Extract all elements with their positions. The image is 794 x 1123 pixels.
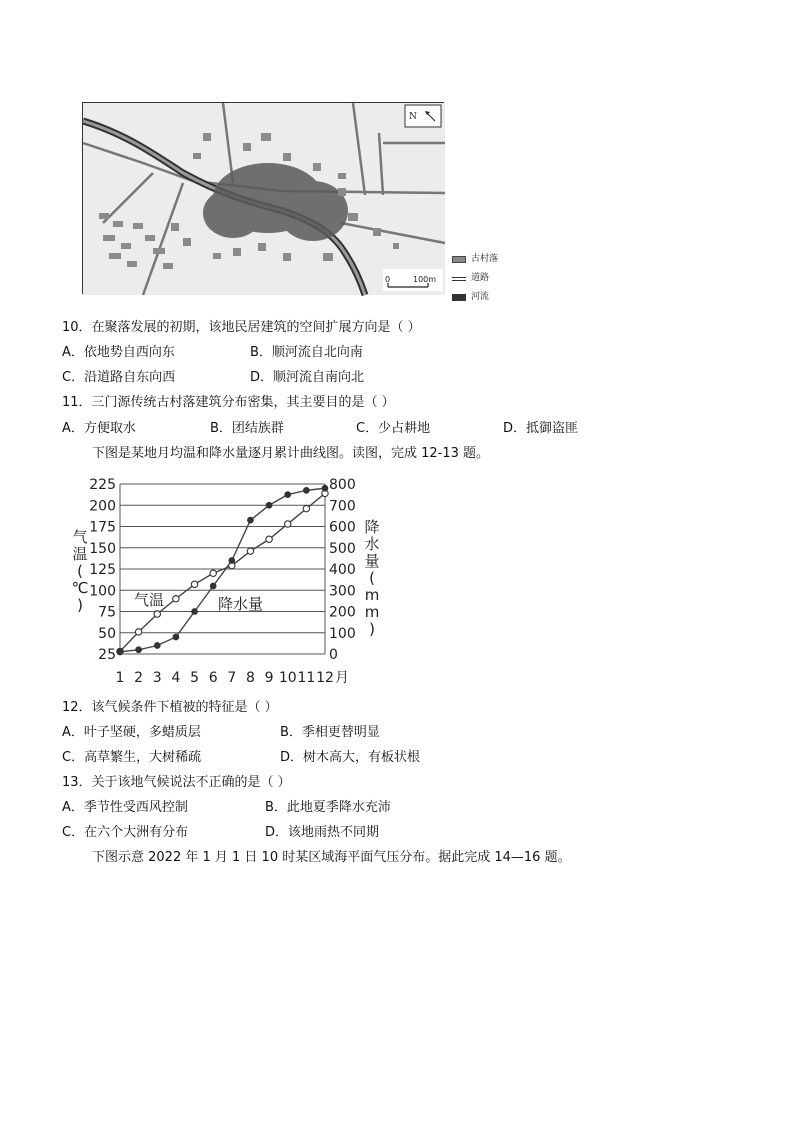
right-axis-label-char: ) [369, 620, 375, 638]
x-tick-label: 12 [316, 670, 334, 686]
question-10-option-b: B．顺河流自北向南 [250, 345, 363, 360]
question-11-option-c: C．少占耕地 [356, 421, 431, 436]
legend-label: 道路 [471, 273, 490, 283]
x-tick-label: 11 [297, 670, 316, 686]
temperature-point [154, 611, 160, 617]
right-axis-label-char: m [364, 586, 380, 604]
left-tick-label: 225 [89, 477, 116, 493]
left-tick-label: 100 [89, 583, 116, 600]
left-tick-label: 75 [98, 604, 116, 621]
question-11-option-a: A．方便取水 [62, 421, 136, 436]
temperature-point [303, 505, 309, 511]
x-tick-label: 4 [171, 670, 181, 686]
temperature-point [135, 629, 141, 635]
question-13-option-c: C．在六个大洲有分布 [62, 825, 189, 840]
left-tick-label: 175 [89, 519, 116, 536]
left-axis-label-char: ) [77, 596, 83, 614]
right-axis-label-char: 水 [364, 535, 380, 553]
legend-item-river [452, 288, 498, 307]
x-axis-unit: 月 [335, 670, 349, 686]
x-tick-label: 3 [152, 670, 162, 686]
precipitation-point [117, 649, 123, 655]
precipitation-point [304, 488, 310, 494]
question-13-option-d: D．该地雨热不同期 [265, 825, 380, 840]
series-label-precipitation: 降水量 [218, 595, 264, 613]
village-swatch [452, 256, 466, 263]
scale-zero: 0 [385, 275, 391, 284]
left-axis-label-char: 气 [72, 528, 88, 546]
legend-label: 河流 [471, 292, 490, 302]
right-axis-label-char: 量 [364, 552, 380, 570]
temperature-point [173, 596, 179, 602]
question-11-stem: 11．三门源传统古村落建筑分布密集，其主要目的是（ ） [62, 395, 395, 410]
question-10-option-a: A．依地势自西向东 [62, 345, 175, 360]
legend-item-village [452, 250, 498, 269]
right-axis-label-char: ( [369, 569, 375, 587]
right-tick-label: 400 [329, 562, 356, 578]
right-tick-label: 300 [329, 583, 356, 600]
question-11-option-b: B．团结族群 [210, 421, 284, 436]
right-tick-label: 0 [329, 647, 338, 663]
scale-label: 100m [413, 275, 437, 284]
map-legend [452, 250, 498, 307]
precipitation-point [248, 517, 254, 523]
village-map [82, 102, 444, 294]
x-tick-label: 9 [264, 670, 274, 686]
climate-chart [60, 472, 380, 687]
left-tick-label: 200 [89, 498, 116, 515]
climate-chart-svg [60, 472, 380, 687]
right-tick-label: 200 [329, 604, 356, 621]
temperature-point [210, 570, 216, 576]
precipitation-point [266, 502, 272, 508]
question-13-stem: 13．关于该地气候说法不正确的是（ ） [62, 775, 291, 790]
right-tick-label: 600 [329, 519, 356, 536]
question-12-option-d: D．树木高大，有板状根 [280, 750, 421, 765]
question-10-stem: 10．在聚落发展的初期，该地民居建筑的空间扩展方向是（ ） [62, 320, 421, 335]
temperature-point [285, 521, 291, 527]
left-tick-label: 150 [89, 540, 116, 557]
precipitation-point [229, 558, 235, 564]
question-10-option-d: D．顺河流自南向北 [250, 370, 365, 385]
precipitation-point [136, 647, 142, 653]
temperature-point [247, 548, 253, 554]
temperature-point [191, 581, 197, 587]
left-axis-label-char: ( [77, 562, 83, 580]
right-tick-label: 100 [329, 625, 356, 642]
left-axis-label [72, 528, 89, 614]
right-axis-label-char: 降 [364, 518, 380, 536]
series-label-temperature: 气温 [134, 591, 165, 609]
left-axis-label-char: ℃ [71, 579, 89, 597]
question-11-option-d: D．抵御盗匪 [503, 421, 579, 436]
question-13-option-b: B．此地夏季降水充沛 [265, 800, 391, 815]
x-tick-label: 10 [278, 670, 297, 686]
right-tick-label: 800 [329, 477, 356, 493]
left-tick-label: 25 [98, 647, 116, 663]
legend-item-road [452, 269, 498, 288]
precipitation-point [154, 643, 160, 649]
question-12-option-b: B．季相更替明显 [280, 725, 380, 740]
pressure-intro: 下图示意 2022 年 1 月 1 日 10 时某区域海平面气压分布。据此完成 14—16 题。 [92, 850, 571, 865]
village-map-drawing [83, 103, 445, 295]
precipitation-point [173, 634, 179, 640]
question-10-option-c: C．沿道路自东向西 [62, 370, 176, 385]
right-axis-label [364, 518, 379, 638]
river-swatch [452, 294, 466, 301]
x-tick-label: 2 [134, 670, 144, 686]
precipitation-point [285, 492, 291, 498]
road-swatch [452, 277, 466, 281]
question-13-option-a: A．季节性受西风控制 [62, 800, 188, 815]
precipitation-point [192, 609, 198, 615]
right-tick-label: 500 [329, 540, 356, 557]
precipitation-point [322, 485, 328, 491]
question-12-stem: 12．该气候条件下植被的特征是（ ） [62, 700, 278, 715]
left-tick-label: 50 [98, 625, 116, 642]
x-tick-label: 1 [115, 670, 125, 686]
chart-intro: 下图是某地月均温和降水量逐月累计曲线图。读图，完成 12-13 题。 [92, 446, 490, 461]
precipitation-point [210, 583, 216, 589]
temperature-point [266, 536, 272, 542]
left-tick-label: 125 [89, 562, 116, 578]
right-axis-label-char: m [364, 603, 380, 621]
x-tick-label: 6 [208, 670, 218, 686]
legend-label: 古村落 [471, 254, 499, 264]
x-tick-label: 8 [245, 670, 255, 686]
x-tick-label: 5 [190, 670, 200, 686]
right-tick-label: 700 [329, 498, 356, 515]
question-12-option-a: A．叶子坚硬，多蜡质层 [62, 725, 201, 740]
question-12-option-c: C．高草繁生，大树稀疏 [62, 750, 202, 765]
left-axis-label-char: 温 [72, 545, 88, 563]
x-tick-label: 7 [227, 670, 237, 686]
north-label: N [409, 112, 417, 122]
